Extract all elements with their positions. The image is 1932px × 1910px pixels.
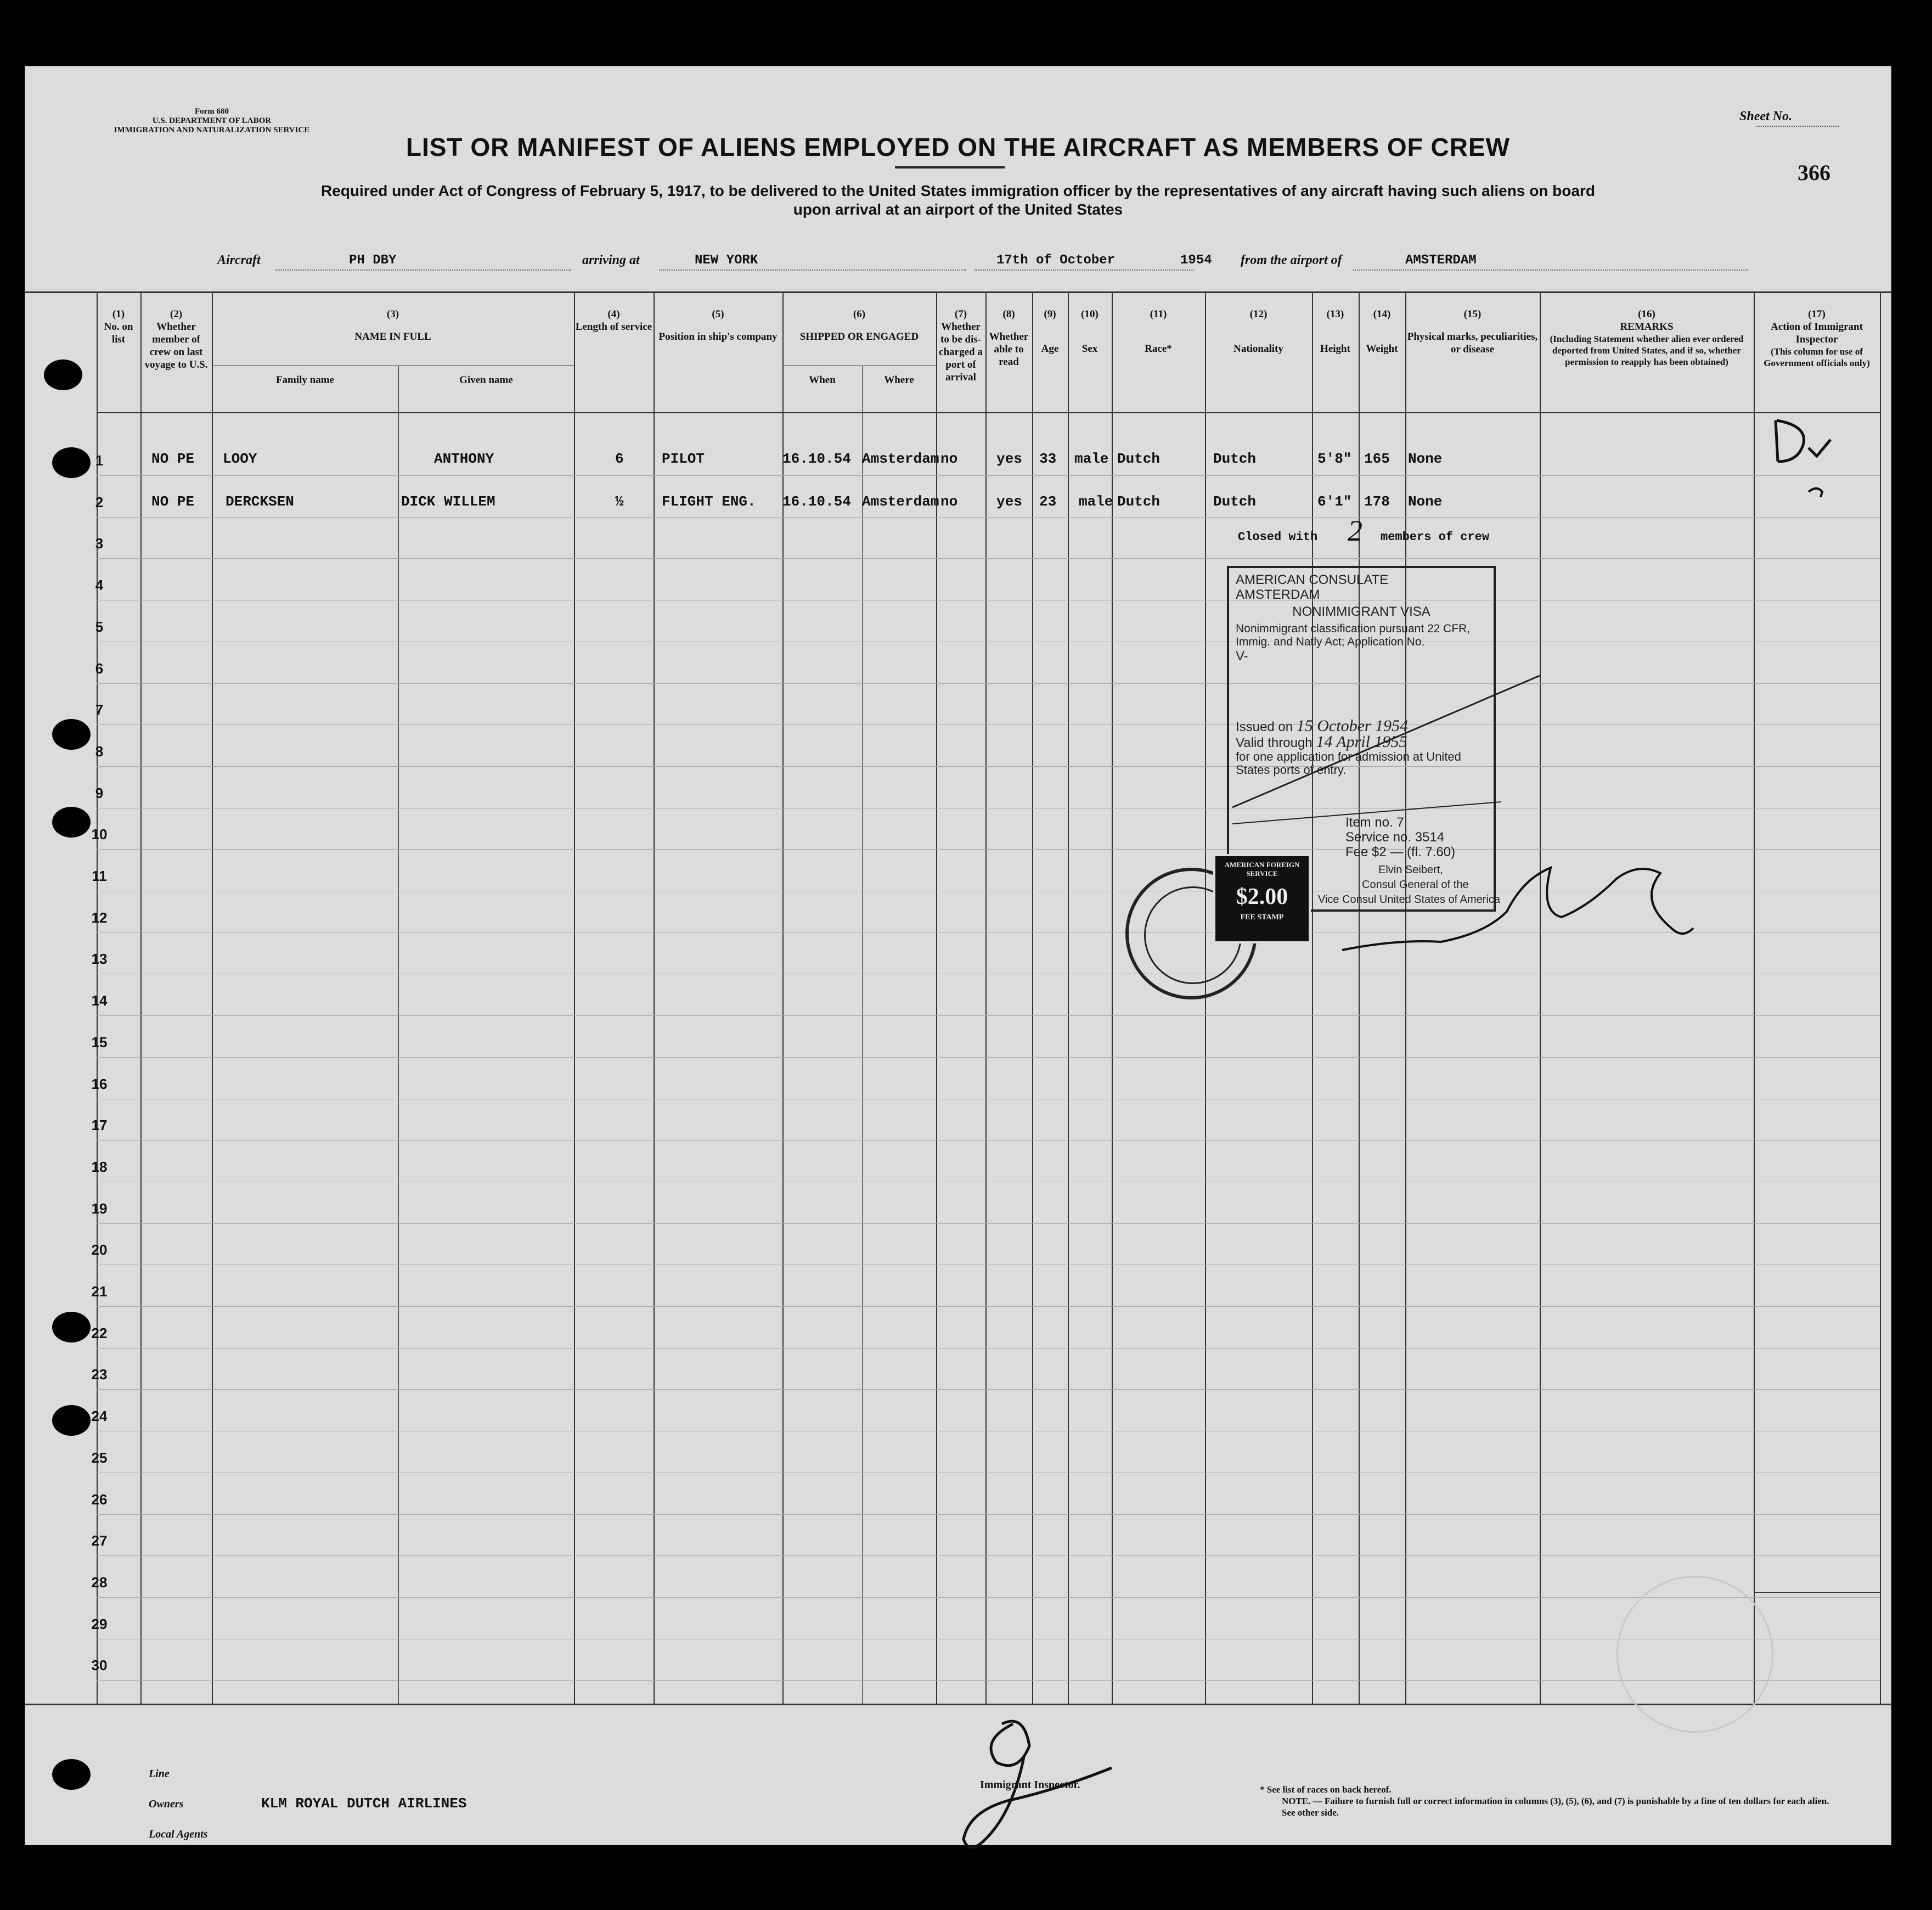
crew-1-marks: None bbox=[1408, 451, 1443, 467]
col-header-7 bbox=[936, 308, 985, 384]
crew-2-marks: None bbox=[1408, 493, 1443, 510]
subhead-where: Where bbox=[884, 374, 914, 386]
row-number: 7 bbox=[95, 701, 104, 718]
closing-suffix: members of crew bbox=[1381, 530, 1490, 544]
col-header-2 bbox=[140, 308, 212, 371]
col-num: (15) bbox=[1463, 308, 1482, 320]
row-rule bbox=[97, 724, 1880, 725]
col-header-1 bbox=[97, 308, 140, 346]
row-number: 20 bbox=[91, 1242, 108, 1259]
form-dept: U.S. DEPARTMENT OF LABOR bbox=[152, 116, 272, 125]
page-title: LIST OR MANIFEST OF ALIENS EMPLOYED ON THE AIRCRAFT AS MEMBERS OF CREW bbox=[405, 133, 1511, 161]
row-number: 28 bbox=[91, 1574, 108, 1591]
col-num: (12) bbox=[1249, 308, 1268, 320]
crew-1-weight: 165 bbox=[1364, 451, 1390, 467]
crew-1-race: Dutch bbox=[1117, 451, 1161, 467]
arrival-year: 1954 bbox=[1180, 253, 1212, 268]
crew-1-family: LOOY bbox=[223, 451, 257, 467]
footer-owners-label: Owners bbox=[149, 1798, 184, 1810]
form-number: Form 680 bbox=[194, 107, 229, 116]
crew-2-where: Amsterdam bbox=[862, 493, 939, 510]
row-number: 9 bbox=[95, 784, 104, 801]
row-number: 26 bbox=[91, 1491, 108, 1508]
crew-2-discharged: no bbox=[940, 493, 958, 510]
col-header-16 bbox=[1540, 308, 1754, 368]
row-rule bbox=[97, 475, 1880, 476]
col-label: NAME IN FULL bbox=[354, 331, 431, 342]
crew-2-family: DERCKSEN bbox=[226, 493, 294, 510]
col-num: (17) bbox=[1808, 308, 1826, 320]
col-divider bbox=[985, 291, 987, 1704]
col-divider bbox=[1312, 291, 1313, 1704]
col-label: Whether member of crew on last voyage to U.S. bbox=[144, 321, 208, 370]
punch-hole-icon bbox=[52, 719, 91, 750]
row-rule bbox=[97, 1555, 1880, 1556]
col-divider bbox=[1405, 291, 1406, 1704]
col-label: Weight bbox=[1366, 343, 1398, 355]
crew-1-position: PILOT bbox=[662, 451, 705, 467]
row-number: 2 bbox=[95, 493, 104, 510]
row-rule bbox=[97, 1306, 1880, 1307]
footer-owners-value: KLM ROYAL DUTCH AIRLINES bbox=[261, 1795, 467, 1812]
col-divider bbox=[140, 291, 142, 1704]
visa-line-3: NONIMMIGRANT VISA bbox=[1292, 604, 1430, 619]
punch-hole-icon bbox=[52, 1405, 91, 1436]
crew-1-no-pe: NO PE bbox=[151, 451, 195, 467]
crew-2-read: yes bbox=[996, 493, 1022, 510]
col-num: (7) bbox=[954, 308, 967, 320]
from-label: from the airport of bbox=[1241, 253, 1342, 267]
col-label: Race* bbox=[1145, 343, 1172, 355]
row-rule bbox=[97, 1015, 1880, 1016]
crew-1-where: Amsterdam bbox=[862, 451, 939, 467]
col-header-12 bbox=[1205, 308, 1312, 355]
col-label: Whether able to read bbox=[989, 331, 1029, 368]
subhead-when: When bbox=[809, 374, 836, 386]
col-num: (1) bbox=[112, 308, 125, 320]
crew-1-nationality: Dutch bbox=[1213, 451, 1257, 467]
fee-stamp bbox=[1213, 854, 1311, 943]
row-rule bbox=[97, 1597, 1880, 1598]
row-rule bbox=[97, 1223, 1880, 1224]
col-header-3 bbox=[212, 308, 574, 343]
col-num: (6) bbox=[853, 308, 866, 320]
col-num: (4) bbox=[607, 308, 620, 320]
gov-column-rule bbox=[1754, 1592, 1880, 1593]
col-divider bbox=[398, 366, 399, 1704]
col-divider bbox=[862, 366, 863, 1704]
fee-stamp-value: $2.00 bbox=[1236, 884, 1288, 909]
col-label: Whether to be dis-charged a port of arrival bbox=[939, 321, 983, 383]
subhead-given: Given name bbox=[459, 374, 513, 386]
crew-2-no-pe: NO PE bbox=[151, 493, 195, 510]
arrival-date: 17th of October bbox=[996, 253, 1116, 268]
col-divider bbox=[1754, 291, 1755, 1704]
row-rule bbox=[97, 1389, 1880, 1390]
row-rule bbox=[97, 1680, 1880, 1681]
col-num: (2) bbox=[170, 308, 183, 320]
arriving-label: arriving at bbox=[582, 253, 640, 267]
crew-2-sex: male bbox=[1079, 493, 1113, 510]
visa-valid-value: 14 April 1955 bbox=[1316, 733, 1407, 751]
col-label: Nationality bbox=[1233, 343, 1283, 355]
footer-note-star: * See list of races on back hereof. bbox=[1260, 1784, 1392, 1795]
visa-vice-consul: Vice Consul United States of America bbox=[1318, 894, 1501, 906]
col-divider bbox=[212, 291, 213, 1704]
crew-2-service: ½ bbox=[615, 493, 624, 510]
row-number: 21 bbox=[91, 1283, 108, 1300]
row-number: 12 bbox=[91, 909, 108, 926]
crew-2-nationality: Dutch bbox=[1213, 493, 1257, 510]
footer-line-label: Line bbox=[149, 1768, 170, 1780]
subtitle-line-2: upon arrival at an airport of the United States bbox=[793, 201, 1123, 218]
footer-inspector-label: Immigrant Inspector. bbox=[980, 1779, 1080, 1791]
sheet-underline bbox=[1756, 126, 1839, 127]
col-label: Position in ship's company bbox=[658, 331, 778, 342]
visa-line-4: Nonimmigrant classification pursuant 22 CFR, Immig. and Natly Act; Application No. bbox=[1236, 622, 1471, 648]
crew-1-age: 33 bbox=[1039, 451, 1057, 467]
col-label: SHIPPED OR ENGAGED bbox=[799, 331, 919, 342]
col-header-10 bbox=[1068, 308, 1112, 355]
row-number: 16 bbox=[91, 1075, 108, 1092]
punch-hole-icon bbox=[52, 447, 91, 478]
crew-1-sex: male bbox=[1074, 451, 1109, 467]
col-num: (9) bbox=[1044, 308, 1056, 320]
col-num: (16) bbox=[1638, 308, 1655, 320]
row-number: 8 bbox=[95, 743, 104, 760]
footer-agents-label: Local Agents bbox=[149, 1828, 208, 1840]
row-number: 13 bbox=[91, 951, 108, 968]
col-header-9 bbox=[1032, 308, 1068, 355]
row-number: 5 bbox=[95, 618, 104, 635]
arriving-value: NEW YORK bbox=[695, 253, 758, 268]
row-number: 14 bbox=[91, 992, 108, 1009]
col-header-11 bbox=[1112, 308, 1205, 355]
row-rule bbox=[97, 558, 1880, 559]
col-label: REMARKS bbox=[1620, 321, 1674, 333]
visa-valid-label: Valid through bbox=[1236, 735, 1313, 750]
row-rule bbox=[97, 1514, 1880, 1515]
aircraft-underline bbox=[275, 269, 571, 271]
visa-line-1: AMERICAN CONSULATE bbox=[1236, 572, 1389, 587]
col-num: (11) bbox=[1150, 308, 1167, 320]
col-label: Sex bbox=[1082, 343, 1098, 355]
col-header-14 bbox=[1359, 308, 1405, 355]
table-header-rule bbox=[97, 412, 1880, 413]
crew-1-when: 16.10.54 bbox=[782, 451, 851, 467]
col-divider bbox=[1032, 291, 1033, 1704]
visa-fee: Fee $2 — (fl. 7.60) bbox=[1345, 845, 1456, 860]
col-header-8 bbox=[985, 308, 1032, 368]
row-number: 23 bbox=[91, 1366, 108, 1383]
form-service: IMMIGRATION AND NATURALIZATION SERVICE bbox=[114, 126, 310, 134]
col-divider bbox=[574, 291, 575, 1704]
col-label: Length of service bbox=[575, 321, 652, 333]
inspector-signature-icon bbox=[947, 1702, 1134, 1861]
arriving-underline bbox=[659, 269, 966, 271]
aircraft-value: PH DBY bbox=[349, 253, 397, 268]
col-label: Height bbox=[1320, 343, 1350, 355]
from-value: AMSTERDAM bbox=[1405, 253, 1477, 268]
row-rule bbox=[97, 1057, 1880, 1058]
row-number: 30 bbox=[91, 1657, 108, 1674]
visa-item: Item no. 7 bbox=[1345, 815, 1404, 830]
col-label: Action of Immigrant Inspector bbox=[1771, 321, 1863, 345]
subtitle bbox=[190, 182, 1726, 219]
remarks-note: (Including Statement whether alien ever ordered deported from United States, and if so, whether permission to reapply has been obtained) bbox=[1550, 334, 1744, 367]
row-number: 17 bbox=[91, 1117, 108, 1134]
crew-2-position: FLIGHT ENG. bbox=[662, 493, 756, 510]
row-number: 4 bbox=[95, 577, 104, 594]
fee-stamp-bottom: FEE STAMP bbox=[1240, 913, 1284, 922]
aircraft-label: Aircraft bbox=[217, 253, 261, 267]
row-rule bbox=[97, 1348, 1880, 1349]
crew-1-read: yes bbox=[996, 451, 1022, 467]
row-number: 24 bbox=[91, 1408, 108, 1425]
title-underline bbox=[895, 166, 1005, 168]
fee-stamp-top: AMERICAN FOREIGN SERVICE bbox=[1224, 861, 1300, 878]
row-number: 10 bbox=[91, 826, 108, 843]
table-top-rule bbox=[25, 291, 1891, 293]
col-num: (10) bbox=[1081, 308, 1099, 320]
punch-hole-icon bbox=[52, 1759, 91, 1790]
sheet-label: Sheet No. bbox=[1739, 109, 1792, 123]
col-num: (8) bbox=[1002, 308, 1015, 320]
col-header-5 bbox=[654, 308, 782, 343]
visa-line-2: AMSTERDAM bbox=[1236, 587, 1320, 602]
row-number: 25 bbox=[91, 1449, 108, 1466]
row-number: 22 bbox=[91, 1324, 108, 1341]
crew-1-given: ANTHONY bbox=[434, 451, 494, 467]
col-header-13 bbox=[1312, 308, 1359, 355]
punch-hole-icon bbox=[52, 807, 91, 838]
closing-prefix: Closed with bbox=[1238, 530, 1318, 544]
row-rule bbox=[97, 1140, 1880, 1141]
visa-line-5: V- bbox=[1236, 649, 1248, 664]
col-num: (3) bbox=[386, 308, 399, 320]
crew-1-discharged: no bbox=[940, 451, 958, 467]
punch-hole-icon bbox=[44, 359, 82, 390]
col-label: No. on list bbox=[104, 321, 133, 345]
punch-hole-icon bbox=[52, 1312, 91, 1342]
crew-1-height: 5'8" bbox=[1317, 451, 1352, 467]
col-header-4 bbox=[574, 308, 654, 333]
col-num: (13) bbox=[1326, 308, 1344, 320]
col-divider bbox=[1880, 291, 1881, 1704]
row-number: 11 bbox=[92, 868, 107, 884]
col-header-6 bbox=[782, 308, 936, 343]
col-num: (5) bbox=[712, 308, 724, 320]
col-label: Physical marks, peculiarities, or disease bbox=[1407, 331, 1538, 355]
embossed-seal-icon bbox=[1616, 1576, 1773, 1733]
col-divider bbox=[1359, 291, 1360, 1704]
action-note: (This column for use of Government officials only) bbox=[1764, 346, 1870, 368]
col-divider bbox=[1068, 291, 1069, 1704]
subtitle-line-1: Required under Act of Congress of February 5, 1917, to be delivered to the United States immigration officer by the representatives of any aircraft having such aliens on board bbox=[321, 182, 1595, 199]
manifest-sheet bbox=[25, 66, 1891, 1845]
sheet-number: 366 bbox=[1798, 160, 1830, 185]
crew-2-when: 16.10.54 bbox=[782, 493, 851, 510]
col-divider bbox=[1540, 291, 1541, 1704]
consul-signature-icon bbox=[1331, 846, 1704, 967]
col-num: (14) bbox=[1373, 308, 1391, 320]
visa-issued-value: 15 October 1954 bbox=[1296, 717, 1409, 735]
crew-2-race: Dutch bbox=[1117, 493, 1161, 510]
form-meta bbox=[97, 107, 327, 135]
crew-1-service: 6 bbox=[615, 451, 624, 467]
visa-strikethrough-icon bbox=[1227, 643, 1556, 873]
row-rule bbox=[97, 683, 1880, 684]
closing-count: 2 bbox=[1348, 514, 1362, 547]
visa-service: Service no. 3514 bbox=[1345, 830, 1445, 845]
visa-signer: Elvin Seibert, bbox=[1378, 864, 1443, 876]
date-underline bbox=[975, 269, 1194, 271]
row-number: 18 bbox=[91, 1158, 108, 1175]
subhead-family: Family name bbox=[275, 374, 335, 386]
visa-issued-label: Issued on bbox=[1236, 720, 1293, 734]
row-number: 19 bbox=[91, 1200, 108, 1217]
row-number: 6 bbox=[95, 660, 104, 677]
crew-2-height: 6'1" bbox=[1317, 493, 1352, 510]
row-number: 1 bbox=[95, 452, 104, 469]
row-number: 15 bbox=[91, 1033, 108, 1050]
row-rule bbox=[97, 766, 1880, 767]
col-divider bbox=[654, 291, 655, 1704]
col-label: Age bbox=[1041, 343, 1059, 355]
inspector-check-mark-icon bbox=[1770, 409, 1836, 497]
from-underline bbox=[1353, 269, 1748, 271]
row-number: 29 bbox=[91, 1615, 108, 1632]
row-number: 3 bbox=[95, 535, 104, 552]
col-header-17 bbox=[1754, 308, 1880, 369]
row-rule bbox=[97, 517, 1880, 518]
footer-note: NOTE. — Failure to furnish full or correct information in columns (3), (5), (6), and (7) is punishable by a fine of ten dollars for each alien. See other side. bbox=[1282, 1796, 1829, 1818]
crew-2-weight: 178 bbox=[1364, 493, 1390, 510]
crew-2-age: 23 bbox=[1039, 493, 1057, 510]
row-number: 27 bbox=[91, 1532, 108, 1549]
crew-2-given: DICK WILLEM bbox=[401, 493, 495, 510]
col-header-15 bbox=[1405, 308, 1540, 356]
visa-signer-title: Consul General of the bbox=[1362, 879, 1469, 891]
visa-valid-note: for one application for admission at United States ports of entry. bbox=[1236, 750, 1461, 777]
